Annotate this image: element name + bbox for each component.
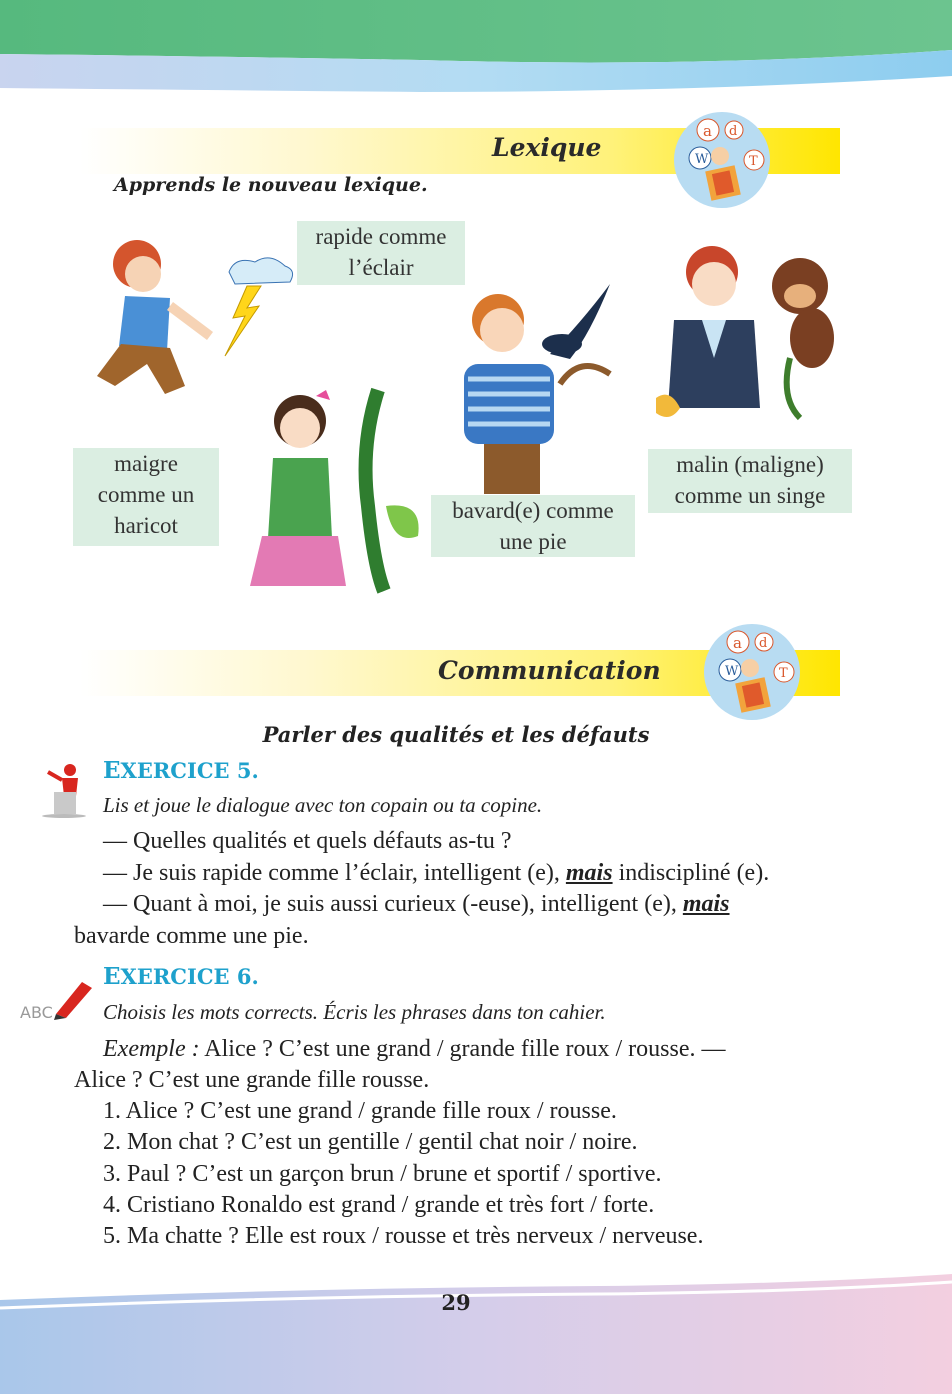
exercise-item: 3. Paul ? C’est un garçon brun / brune et sportif / sportive. xyxy=(103,1161,662,1187)
svg-text:W: W xyxy=(725,664,739,679)
reading-boy-mascot-icon xyxy=(700,620,810,730)
example-label: Exemple : xyxy=(103,1036,200,1062)
exercise-6-heading-rest: XERCICE 6. xyxy=(120,964,259,989)
svg-text:W: W xyxy=(695,152,709,167)
boy-with-monkey-illustration xyxy=(650,238,850,438)
exercise-6-instruction: Choisis les mots corrects. Écris les phrases dans ton cahier. xyxy=(103,1000,606,1024)
exercise-5-heading-rest: XERCICE 5. xyxy=(120,758,259,783)
lexique-subtitle: Apprends le nouveau lexique. xyxy=(114,174,428,196)
label-rapide-comme-eclair: rapide comme l’éclair xyxy=(297,221,465,285)
label-maigre-comme-haricot: maigre comme un haricot xyxy=(73,448,219,546)
exercise-item: 5. Ma chatte ? Elle est roux / rousse et très nerveux / nerveuse. xyxy=(103,1223,704,1249)
talking-boy-magpie-illustration xyxy=(450,264,622,494)
exercise-item: 4. Cristiano Ronaldo est grand / grande et très fort / forte. xyxy=(103,1192,655,1218)
svg-text:T: T xyxy=(779,666,788,681)
dialogue-line-4: bavarde comme une pie. xyxy=(74,923,309,949)
keyword-mais: mais xyxy=(682,891,730,917)
svg-text:T: T xyxy=(749,154,758,169)
reading-boy-mascot-icon xyxy=(670,108,780,218)
speaker-at-podium-icon xyxy=(40,762,88,818)
dialogue-line-3 xyxy=(103,891,730,918)
communication-title: Communication xyxy=(438,656,661,685)
example-text: Alice ? C’est une grand / grande fille roux / rousse. — xyxy=(204,1036,726,1062)
thin-girl-bean-illustration xyxy=(228,386,428,594)
dialogue-line-2-start: — Je suis rapide comme l’éclair, intelligent (e), xyxy=(103,860,560,886)
example-answer: Alice ? C’est une grande fille rousse. xyxy=(74,1067,430,1093)
exercise-item: 2. Mon chat ? C’est un gentille / gentil chat noir / noire. xyxy=(103,1129,638,1155)
exercise-5-heading-initial: E xyxy=(103,757,121,784)
dialogue-line-2-end: indiscipliné (e). xyxy=(618,860,770,886)
dialogue-line-1: — Quelles qualités et quels défauts as-tu ? xyxy=(103,828,512,854)
svg-text:d: d xyxy=(729,124,738,139)
dialogue-line-3-start: — Quant à moi, je suis aussi curieux (-euse), intelligent (e), xyxy=(103,891,677,917)
label-malin-comme-singe: malin (maligne) comme un singe xyxy=(648,449,852,513)
abc-pencil-icon xyxy=(18,974,96,1022)
page-number: 29 xyxy=(441,1290,471,1315)
exercise-6-heading-initial: E xyxy=(103,963,121,990)
svg-text:d: d xyxy=(759,636,768,651)
exercise-item: 1. Alice ? C’est une grand / grande fille roux / rousse. xyxy=(103,1098,617,1124)
example-line xyxy=(103,1036,725,1063)
exercise-5-heading xyxy=(103,757,259,784)
lexique-title: Lexique xyxy=(492,133,602,162)
exercise-6-heading xyxy=(103,963,259,990)
dialogue-line-2 xyxy=(103,860,769,887)
label-bavard-comme-pie: bavard(e) comme une pie xyxy=(431,495,635,557)
svg-text:a: a xyxy=(733,634,742,652)
top-decorative-band xyxy=(0,0,952,92)
abc-text: ABC xyxy=(20,1003,53,1022)
svg-text:a: a xyxy=(703,122,712,140)
communication-subtitle: Parler des qualités et les défauts xyxy=(262,722,650,747)
exercise-5-instruction: Lis et joue le dialogue avec ton copain ou ta copine. xyxy=(103,793,543,817)
keyword-mais: mais xyxy=(565,860,613,886)
